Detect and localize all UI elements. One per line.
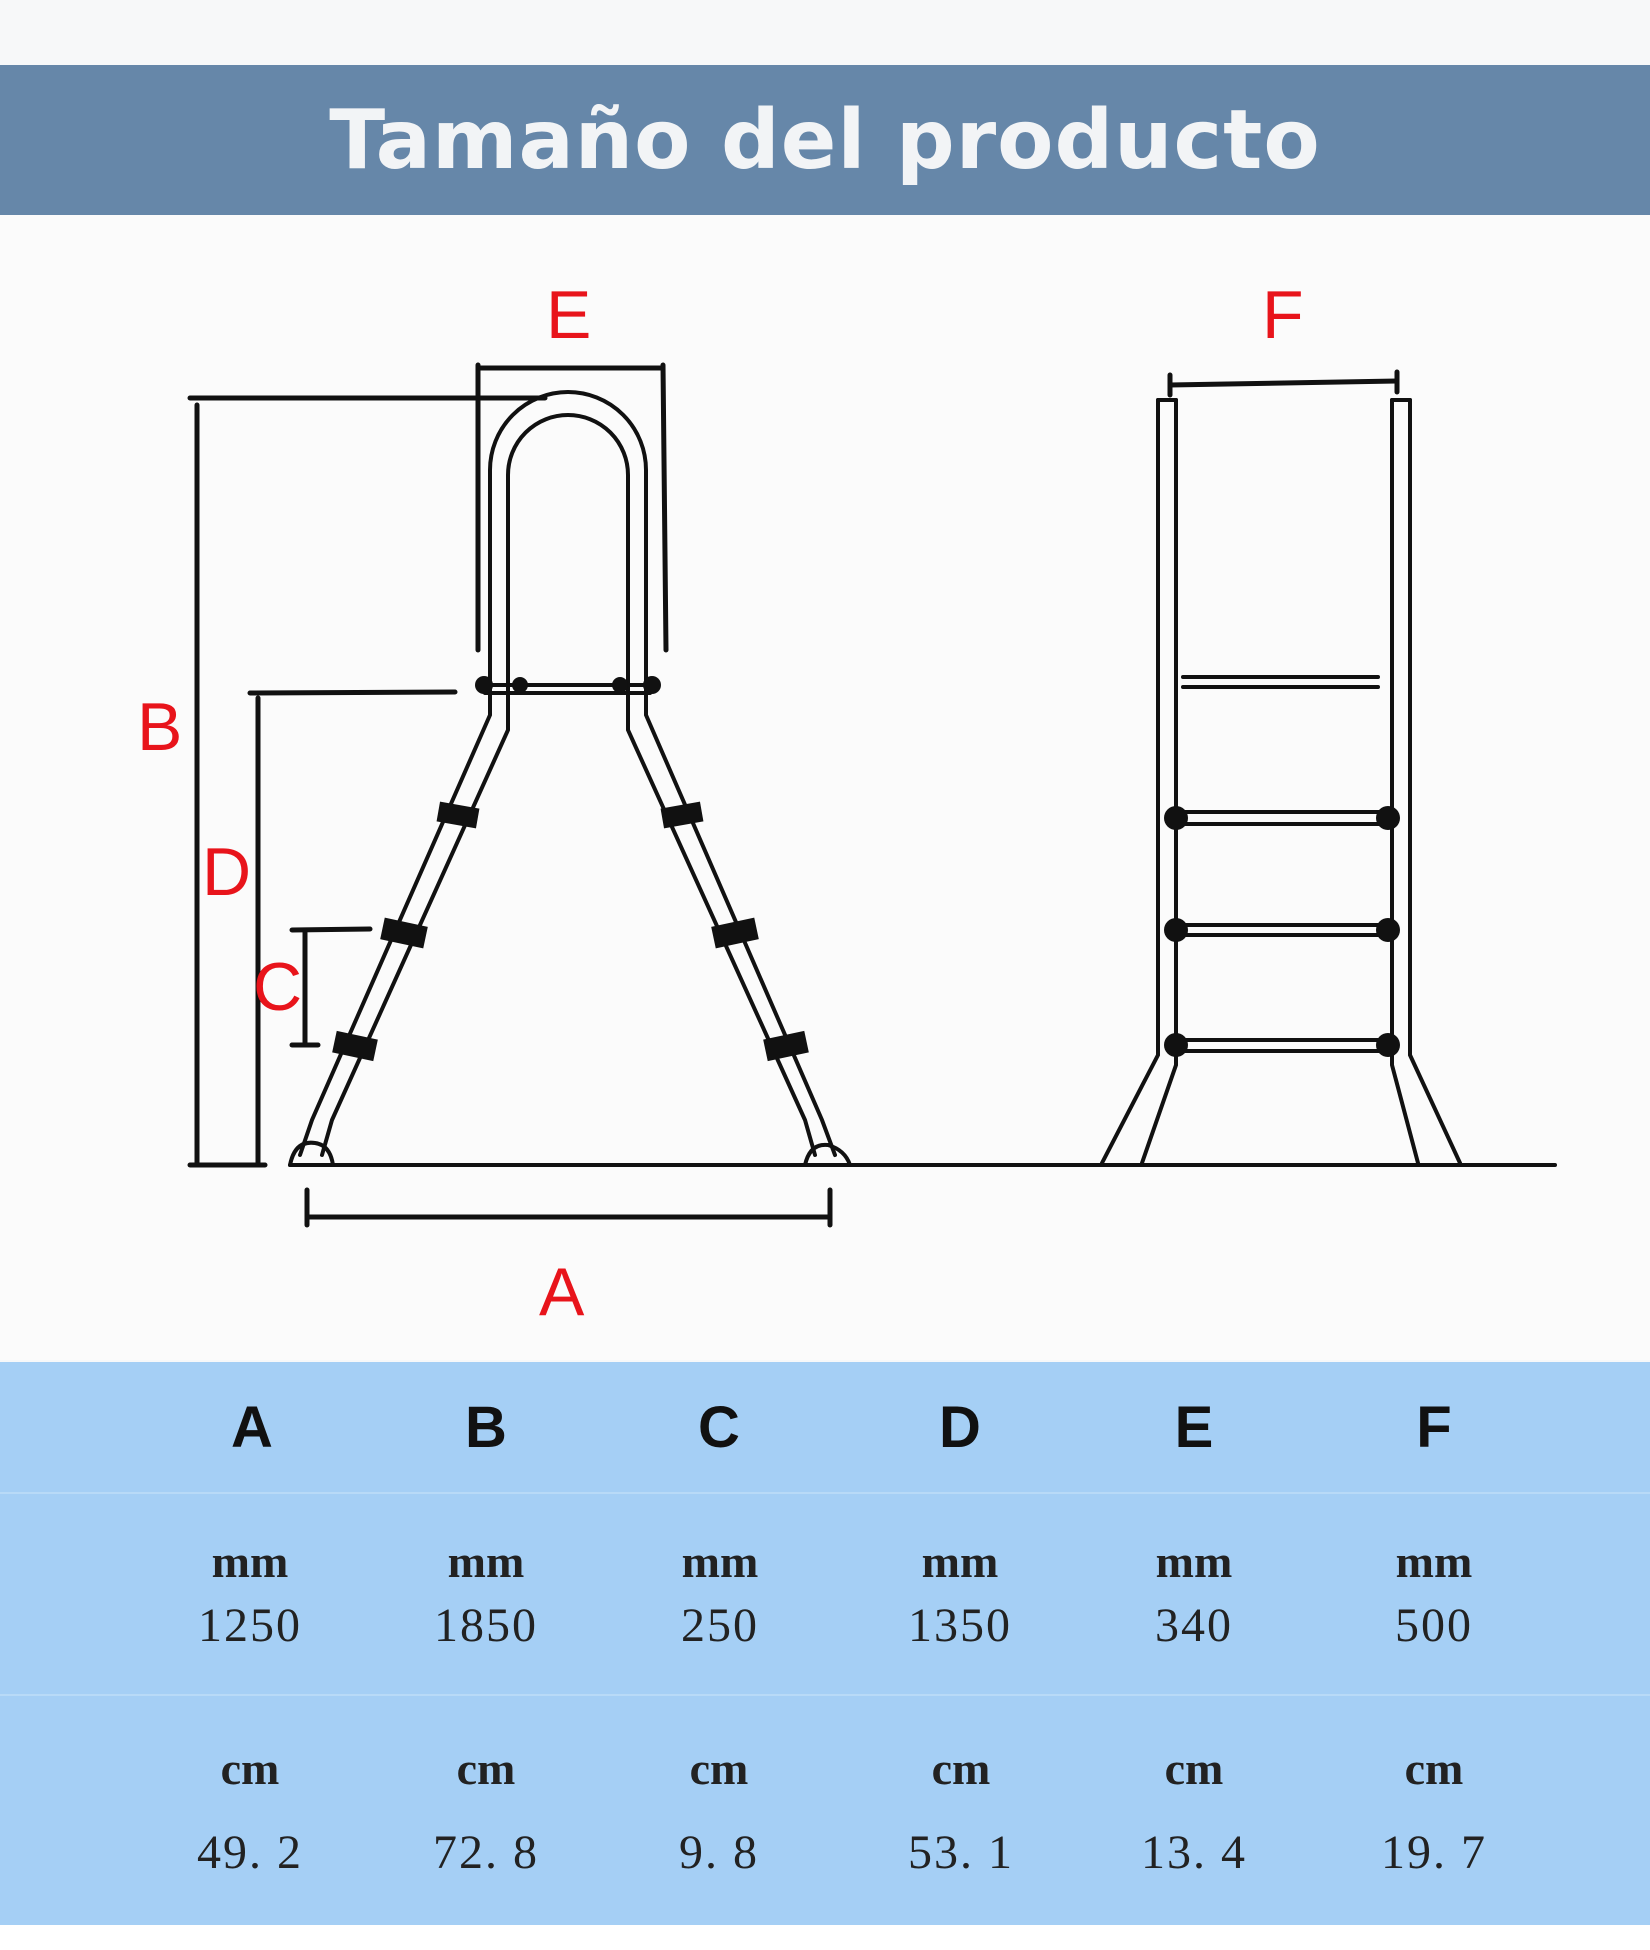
joint-dot bbox=[643, 676, 661, 694]
bottom-margin bbox=[0, 1925, 1650, 1950]
table-cell bbox=[850, 1494, 1070, 1694]
value-d-cm: 53. 1 bbox=[908, 1825, 1014, 1879]
table-header-cell bbox=[142, 1362, 362, 1492]
unit-label: mm bbox=[211, 1536, 289, 1587]
unit-label: mm bbox=[681, 1536, 759, 1587]
table-cell bbox=[376, 1494, 596, 1694]
unit-label: mm bbox=[447, 1536, 525, 1587]
table-header-cell bbox=[1324, 1362, 1544, 1492]
side-rung-dot bbox=[1376, 806, 1400, 830]
value-c-cm: 9. 8 bbox=[679, 1825, 759, 1879]
table-cell bbox=[140, 1696, 360, 1925]
header-c: C bbox=[698, 1394, 740, 1460]
side-rung-dot bbox=[1376, 1033, 1400, 1057]
handrail-arch-inner bbox=[508, 415, 628, 685]
value-f-mm: 500 bbox=[1395, 1599, 1473, 1652]
unit-label: cm bbox=[689, 1742, 749, 1794]
right-leg-inner bbox=[628, 685, 815, 1155]
joint-dot bbox=[612, 677, 628, 693]
unit-label: cm bbox=[1404, 1742, 1464, 1794]
joint-dot bbox=[475, 676, 493, 694]
ladder-drawing bbox=[0, 215, 1650, 1360]
dim-label-e: E bbox=[546, 277, 592, 353]
side-rung-dot bbox=[1164, 1033, 1188, 1057]
header-a: A bbox=[231, 1394, 273, 1460]
right-leg-outer bbox=[646, 685, 835, 1155]
unit-label: cm bbox=[220, 1742, 280, 1794]
header-f: F bbox=[1416, 1394, 1452, 1460]
table-header-cell bbox=[1084, 1362, 1304, 1492]
table-cell bbox=[1084, 1696, 1304, 1925]
table-cell bbox=[609, 1696, 829, 1925]
unit-label: cm bbox=[456, 1742, 516, 1794]
value-b-cm: 72. 8 bbox=[433, 1825, 539, 1879]
right-foot bbox=[805, 1145, 850, 1165]
handrail-arch-outer bbox=[490, 392, 646, 685]
table-header-cell bbox=[609, 1362, 829, 1492]
dim-d-top bbox=[250, 692, 455, 693]
step-bracket bbox=[763, 1031, 809, 1061]
table-row-cm bbox=[0, 1696, 1650, 1925]
joint-dot bbox=[512, 677, 528, 693]
dim-label-a: A bbox=[539, 1254, 585, 1330]
value-e-cm: 13. 4 bbox=[1141, 1825, 1247, 1879]
step-bracket bbox=[711, 918, 759, 949]
header-d: D bbox=[939, 1394, 981, 1460]
dim-label-d: D bbox=[202, 834, 252, 910]
title-banner bbox=[0, 65, 1650, 215]
table-header-row bbox=[0, 1362, 1650, 1494]
unit-label: mm bbox=[921, 1536, 999, 1587]
dimensions-table bbox=[0, 1362, 1650, 1925]
value-d-mm: 1350 bbox=[908, 1599, 1012, 1652]
table-cell bbox=[610, 1494, 830, 1694]
side-right-rail-outer bbox=[1410, 400, 1460, 1163]
side-rung-dot bbox=[1376, 918, 1400, 942]
dim-label-c: C bbox=[253, 949, 303, 1025]
table-cell bbox=[1084, 1494, 1304, 1694]
table-cell bbox=[376, 1696, 596, 1925]
header-b: B bbox=[465, 1394, 507, 1460]
value-c-mm: 250 bbox=[681, 1599, 759, 1652]
unit-label: mm bbox=[1155, 1536, 1233, 1587]
dim-e-right bbox=[663, 365, 666, 650]
table-row-mm bbox=[0, 1494, 1650, 1696]
page-title: Tamaño del producto bbox=[329, 92, 1321, 188]
side-rung-dot bbox=[1164, 918, 1188, 942]
ladder-diagram bbox=[0, 215, 1650, 1360]
header-e: E bbox=[1174, 1394, 1214, 1460]
unit-label: cm bbox=[1164, 1742, 1224, 1794]
value-b-mm: 1850 bbox=[434, 1599, 538, 1652]
dim-label-b: B bbox=[137, 689, 183, 765]
table-header-cell bbox=[850, 1362, 1070, 1492]
left-leg-inner bbox=[322, 685, 508, 1155]
unit-label: mm bbox=[1395, 1536, 1473, 1587]
value-e-mm: 340 bbox=[1155, 1599, 1233, 1652]
value-f-cm: 19. 7 bbox=[1381, 1825, 1487, 1879]
table-header-cell bbox=[376, 1362, 596, 1492]
side-rung-dot bbox=[1164, 806, 1188, 830]
table-cell bbox=[1324, 1696, 1544, 1925]
step-bracket bbox=[661, 802, 704, 829]
table-cell bbox=[1324, 1494, 1544, 1694]
unit-label: cm bbox=[931, 1742, 991, 1794]
value-a-cm: 49. 2 bbox=[197, 1825, 303, 1879]
table-cell bbox=[851, 1696, 1071, 1925]
value-a-mm: 1250 bbox=[198, 1599, 302, 1652]
table-cell bbox=[140, 1494, 360, 1694]
side-left-rail-outer bbox=[1102, 400, 1158, 1163]
dim-label-f: F bbox=[1262, 277, 1304, 353]
dim-f-line bbox=[1170, 381, 1397, 385]
